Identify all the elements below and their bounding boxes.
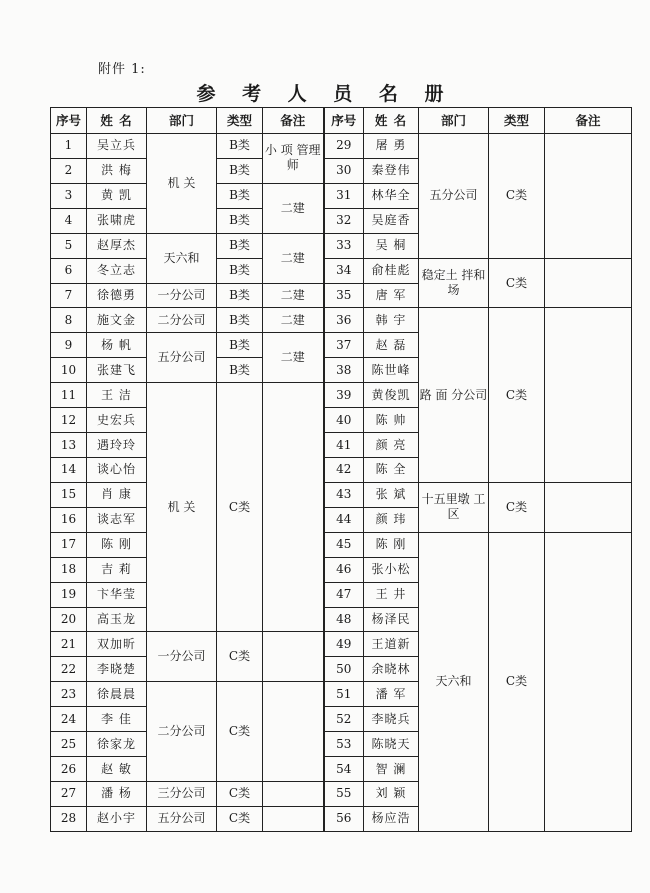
header-dept-right: 部门 bbox=[419, 108, 489, 134]
name-cell: 潘 军 bbox=[364, 682, 419, 707]
name-cell: 徐晨晨 bbox=[87, 682, 147, 707]
seq-cell: 37 bbox=[324, 333, 364, 358]
name-cell: 黄 凯 bbox=[87, 183, 147, 208]
name-cell: 赵厚杰 bbox=[87, 233, 147, 258]
name-cell: 徐家龙 bbox=[87, 732, 147, 757]
name-cell: 张建飞 bbox=[87, 358, 147, 383]
seq-cell: 3 bbox=[51, 183, 87, 208]
note-cell bbox=[263, 632, 324, 682]
seq-cell: 23 bbox=[51, 682, 87, 707]
name-cell: 秦登伟 bbox=[364, 158, 419, 183]
seq-cell: 24 bbox=[51, 707, 87, 732]
seq-cell: 26 bbox=[51, 757, 87, 782]
seq-cell: 49 bbox=[324, 632, 364, 657]
seq-cell: 41 bbox=[324, 433, 364, 458]
name-cell: 遇玲玲 bbox=[87, 433, 147, 458]
note-cell bbox=[263, 682, 324, 782]
seq-cell: 38 bbox=[324, 358, 364, 383]
table-row bbox=[51, 258, 632, 283]
header-name: 姓 名 bbox=[87, 108, 147, 134]
seq-cell: 18 bbox=[51, 557, 87, 582]
type-cell: C类 bbox=[217, 383, 263, 632]
seq-cell: 4 bbox=[51, 208, 87, 233]
seq-cell: 34 bbox=[324, 258, 364, 283]
name-cell: 林华全 bbox=[364, 183, 419, 208]
name-cell: 余晓林 bbox=[364, 657, 419, 682]
type-cell: B类 bbox=[217, 233, 263, 258]
seq-cell: 33 bbox=[324, 233, 364, 258]
note-cell bbox=[263, 383, 324, 632]
header-row bbox=[51, 108, 632, 134]
name-cell: 张 斌 bbox=[364, 482, 419, 507]
type-cell: B类 bbox=[217, 283, 263, 308]
dept-cell: 天六和 bbox=[147, 233, 217, 283]
seq-cell: 36 bbox=[324, 308, 364, 333]
header-seq: 序号 bbox=[51, 108, 87, 134]
seq-cell: 21 bbox=[51, 632, 87, 657]
note-cell bbox=[263, 806, 324, 831]
name-cell: 杨 帆 bbox=[87, 333, 147, 358]
seq-cell: 44 bbox=[324, 507, 364, 532]
seq-cell: 15 bbox=[51, 482, 87, 507]
seq-cell: 2 bbox=[51, 158, 87, 183]
name-cell: 吉 莉 bbox=[87, 557, 147, 582]
seq-cell: 17 bbox=[51, 532, 87, 557]
note-cell: 二建 bbox=[263, 333, 324, 383]
name-cell: 王道新 bbox=[364, 632, 419, 657]
dept-cell: 机 关 bbox=[147, 383, 217, 632]
seq-cell: 25 bbox=[51, 732, 87, 757]
table-row bbox=[51, 482, 632, 507]
seq-cell: 31 bbox=[324, 183, 364, 208]
name-cell: 颜 玮 bbox=[364, 507, 419, 532]
seq-cell: 1 bbox=[51, 134, 87, 159]
name-cell: 陈 刚 bbox=[364, 532, 419, 557]
name-cell: 李晓兵 bbox=[364, 707, 419, 732]
name-cell: 张小松 bbox=[364, 557, 419, 582]
header-type-right: 类型 bbox=[489, 108, 545, 134]
seq-cell: 40 bbox=[324, 408, 364, 433]
name-cell: 吴 桐 bbox=[364, 233, 419, 258]
name-cell: 刘 颖 bbox=[364, 781, 419, 806]
name-cell: 卞华莹 bbox=[87, 582, 147, 607]
dept-cell: 二分公司 bbox=[147, 308, 217, 333]
note-cell: 二建 bbox=[263, 183, 324, 233]
name-cell: 吴立兵 bbox=[87, 134, 147, 159]
dept-cell: 稳定土 拌和场 bbox=[419, 258, 489, 308]
name-cell: 赵 敏 bbox=[87, 757, 147, 782]
seq-cell: 53 bbox=[324, 732, 364, 757]
type-cell: C类 bbox=[489, 532, 545, 831]
seq-cell: 11 bbox=[51, 383, 87, 408]
note-cell bbox=[545, 258, 632, 308]
name-cell: 双加昕 bbox=[87, 632, 147, 657]
seq-cell: 9 bbox=[51, 333, 87, 358]
seq-cell: 12 bbox=[51, 408, 87, 433]
seq-cell: 50 bbox=[324, 657, 364, 682]
seq-cell: 45 bbox=[324, 532, 364, 557]
seq-cell: 46 bbox=[324, 557, 364, 582]
name-cell: 颜 亮 bbox=[364, 433, 419, 458]
seq-cell: 22 bbox=[51, 657, 87, 682]
name-cell: 高玉龙 bbox=[87, 607, 147, 632]
seq-cell: 28 bbox=[51, 806, 87, 831]
name-cell: 冬立志 bbox=[87, 258, 147, 283]
attachment-label: 附件 1: bbox=[98, 62, 146, 77]
seq-cell: 55 bbox=[324, 781, 364, 806]
name-cell: 陈世峰 bbox=[364, 358, 419, 383]
table-row bbox=[51, 134, 632, 159]
name-cell: 李 佳 bbox=[87, 707, 147, 732]
name-cell: 王 井 bbox=[364, 582, 419, 607]
seq-cell: 19 bbox=[51, 582, 87, 607]
name-cell: 杨应浩 bbox=[364, 806, 419, 831]
seq-cell: 47 bbox=[324, 582, 364, 607]
type-cell: B类 bbox=[217, 308, 263, 333]
dept-cell: 五分公司 bbox=[147, 806, 217, 831]
name-cell: 徐德勇 bbox=[87, 283, 147, 308]
name-cell: 赵小宇 bbox=[87, 806, 147, 831]
type-cell: B类 bbox=[217, 183, 263, 208]
dept-cell: 路 面 分公司 bbox=[419, 308, 489, 482]
name-cell: 陈 刚 bbox=[87, 532, 147, 557]
dept-cell: 一分公司 bbox=[147, 283, 217, 308]
seq-cell: 29 bbox=[324, 134, 364, 159]
type-cell: B类 bbox=[217, 134, 263, 159]
header-seq-right: 序号 bbox=[324, 108, 364, 134]
name-cell: 俞桂彪 bbox=[364, 258, 419, 283]
note-cell bbox=[545, 532, 632, 831]
name-cell: 张啸虎 bbox=[87, 208, 147, 233]
seq-cell: 6 bbox=[51, 258, 87, 283]
name-cell: 赵 磊 bbox=[364, 333, 419, 358]
name-cell: 李晓楚 bbox=[87, 657, 147, 682]
seq-cell: 56 bbox=[324, 806, 364, 831]
name-cell: 王 洁 bbox=[87, 383, 147, 408]
seq-cell: 16 bbox=[51, 507, 87, 532]
name-cell: 屠 勇 bbox=[364, 134, 419, 159]
header-type: 类型 bbox=[217, 108, 263, 134]
seq-cell: 54 bbox=[324, 757, 364, 782]
name-cell: 杨泽民 bbox=[364, 607, 419, 632]
type-cell: B类 bbox=[217, 208, 263, 233]
seq-cell: 48 bbox=[324, 607, 364, 632]
type-cell: C类 bbox=[489, 482, 545, 532]
name-cell: 吴庭香 bbox=[364, 208, 419, 233]
seq-cell: 35 bbox=[324, 283, 364, 308]
seq-cell: 13 bbox=[51, 433, 87, 458]
header-dept: 部门 bbox=[147, 108, 217, 134]
page-title: 参 考 人 员 名 册 bbox=[196, 83, 454, 105]
type-cell: C类 bbox=[489, 258, 545, 308]
name-cell: 唐 军 bbox=[364, 283, 419, 308]
type-cell: C类 bbox=[489, 308, 545, 482]
header-name-right: 姓 名 bbox=[364, 108, 419, 134]
note-cell: 小 项 管理师 bbox=[263, 134, 324, 184]
header-note: 备注 bbox=[263, 108, 324, 134]
name-cell: 智 澜 bbox=[364, 757, 419, 782]
name-cell: 史宏兵 bbox=[87, 408, 147, 433]
type-cell: C类 bbox=[217, 682, 263, 782]
seq-cell: 51 bbox=[324, 682, 364, 707]
seq-cell: 42 bbox=[324, 457, 364, 482]
name-cell: 陈晓天 bbox=[364, 732, 419, 757]
note-cell bbox=[545, 482, 632, 532]
dept-cell: 十五里墩 工 区 bbox=[419, 482, 489, 532]
name-cell: 洪 梅 bbox=[87, 158, 147, 183]
dept-cell: 机 关 bbox=[147, 134, 217, 234]
seq-cell: 5 bbox=[51, 233, 87, 258]
seq-cell: 20 bbox=[51, 607, 87, 632]
name-cell: 谈心怡 bbox=[87, 457, 147, 482]
type-cell: B类 bbox=[217, 333, 263, 358]
name-cell: 陈 全 bbox=[364, 457, 419, 482]
dept-cell: 二分公司 bbox=[147, 682, 217, 782]
name-cell: 谈志军 bbox=[87, 507, 147, 532]
seq-cell: 7 bbox=[51, 283, 87, 308]
roster-table bbox=[50, 107, 632, 832]
dept-cell: 三分公司 bbox=[147, 781, 217, 806]
name-cell: 潘 杨 bbox=[87, 781, 147, 806]
seq-cell: 27 bbox=[51, 781, 87, 806]
note-cell bbox=[263, 781, 324, 806]
header-note-right: 备注 bbox=[545, 108, 632, 134]
type-cell: C类 bbox=[217, 632, 263, 682]
note-cell bbox=[545, 134, 632, 259]
note-cell: 二建 bbox=[263, 308, 324, 333]
seq-cell: 32 bbox=[324, 208, 364, 233]
dept-cell: 五分公司 bbox=[147, 333, 217, 383]
type-cell: B类 bbox=[217, 158, 263, 183]
type-cell: C类 bbox=[489, 134, 545, 259]
seq-cell: 8 bbox=[51, 308, 87, 333]
name-cell: 施文金 bbox=[87, 308, 147, 333]
seq-cell: 52 bbox=[324, 707, 364, 732]
seq-cell: 39 bbox=[324, 383, 364, 408]
type-cell: C类 bbox=[217, 781, 263, 806]
table-row bbox=[51, 308, 632, 333]
note-cell bbox=[545, 308, 632, 482]
note-cell: 二建 bbox=[263, 283, 324, 308]
seq-cell: 30 bbox=[324, 158, 364, 183]
type-cell: C类 bbox=[217, 806, 263, 831]
dept-cell: 一分公司 bbox=[147, 632, 217, 682]
name-cell: 肖 康 bbox=[87, 482, 147, 507]
seq-cell: 10 bbox=[51, 358, 87, 383]
table-row bbox=[51, 532, 632, 557]
name-cell: 韩 宇 bbox=[364, 308, 419, 333]
type-cell: B类 bbox=[217, 258, 263, 283]
name-cell: 黄俊凯 bbox=[364, 383, 419, 408]
dept-cell: 五分公司 bbox=[419, 134, 489, 259]
seq-cell: 43 bbox=[324, 482, 364, 507]
dept-cell: 天六和 bbox=[419, 532, 489, 831]
seq-cell: 14 bbox=[51, 457, 87, 482]
note-cell: 二建 bbox=[263, 233, 324, 283]
name-cell: 陈 帅 bbox=[364, 408, 419, 433]
type-cell: B类 bbox=[217, 358, 263, 383]
